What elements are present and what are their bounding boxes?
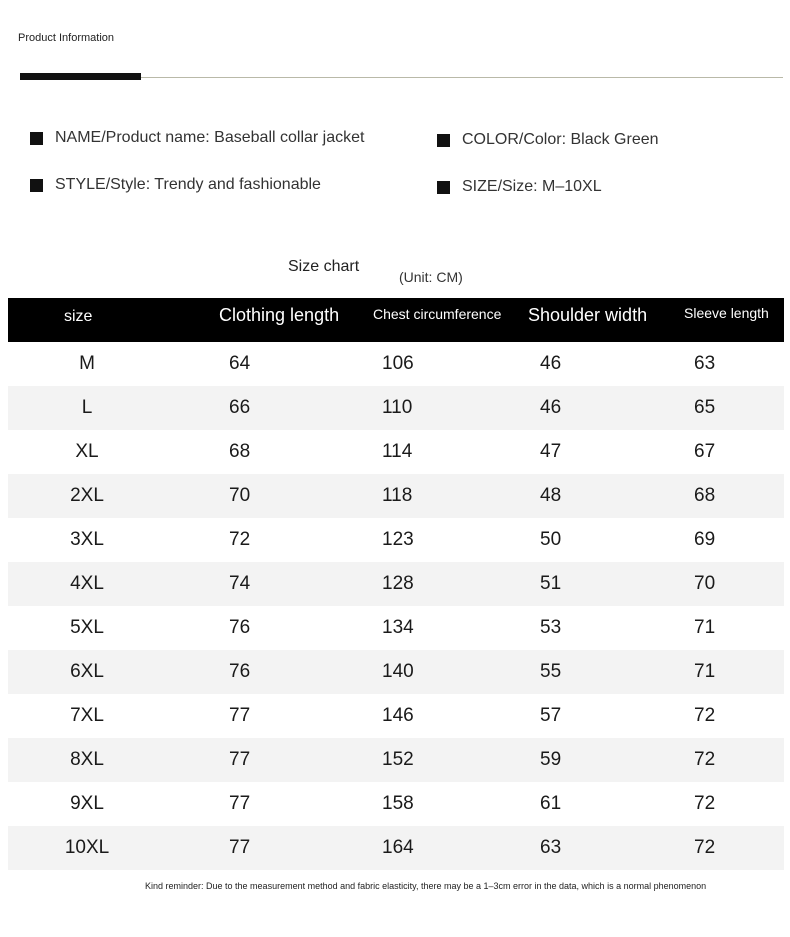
info-color-text: COLOR/Color: Black Green: [462, 131, 659, 148]
section-title: Product Information: [18, 32, 114, 44]
table-header: [8, 298, 784, 342]
cell-chest-circumference: 134: [382, 617, 414, 638]
header-size: size: [64, 308, 93, 325]
cell-shoulder-width: 46: [540, 353, 562, 374]
cell-chest-circumference: 128: [382, 573, 414, 594]
table-row: [8, 606, 784, 650]
cell-sleeve-length: 72: [694, 837, 716, 858]
cell-clothing-length: 66: [229, 397, 251, 418]
info-item-size: [437, 178, 602, 196]
cell-clothing-length: 77: [229, 749, 251, 770]
cell-clothing-length: 74: [229, 573, 251, 594]
info-item-style: [30, 176, 321, 194]
cell-size: 9XL: [70, 793, 104, 814]
cell-chest-circumference: 123: [382, 529, 414, 550]
cell-size: 8XL: [70, 749, 104, 770]
bullet-square-icon: [30, 179, 43, 192]
cell-shoulder-width: 46: [540, 397, 562, 418]
cell-size: XL: [75, 441, 99, 462]
cell-sleeve-length: 65: [694, 397, 716, 418]
cell-sleeve-length: 72: [694, 705, 716, 726]
cell-clothing-length: 77: [229, 793, 251, 814]
cell-size: L: [81, 397, 93, 418]
cell-chest-circumference: 158: [382, 793, 414, 814]
header-sleeve-length: Sleeve length: [684, 305, 769, 321]
cell-clothing-length: 72: [229, 529, 251, 550]
cell-clothing-length: 70: [229, 485, 251, 506]
cell-clothing-length: 76: [229, 661, 251, 682]
table-row: [8, 694, 784, 738]
cell-sleeve-length: 72: [694, 793, 716, 814]
table-row: [8, 826, 784, 870]
cell-clothing-length: 68: [229, 441, 251, 462]
cell-sleeve-length: 68: [694, 485, 716, 506]
table-row: [8, 342, 784, 386]
cell-sleeve-length: 69: [694, 529, 716, 550]
cell-shoulder-width: 63: [540, 837, 562, 858]
cell-size: 2XL: [70, 485, 104, 506]
cell-shoulder-width: 53: [540, 617, 562, 638]
cell-chest-circumference: 146: [382, 705, 414, 726]
table-row: [8, 650, 784, 694]
info-item-name: [30, 129, 364, 147]
cell-shoulder-width: 51: [540, 573, 562, 594]
cell-clothing-length: 76: [229, 617, 251, 638]
table-body: [8, 342, 784, 870]
cell-sleeve-length: 71: [694, 661, 716, 682]
kind-reminder-note: Kind reminder: Due to the measurement method and fabric elasticity, there may be a 1–3cm error in the data, which is a normal phenomenon: [145, 881, 707, 891]
cell-sleeve-length: 63: [694, 353, 716, 374]
table-row: [8, 738, 784, 782]
bullet-square-icon: [437, 134, 450, 147]
info-style-text: STYLE/Style: Trendy and fashionable: [55, 176, 321, 193]
table-row: [8, 386, 784, 430]
cell-chest-circumference: 106: [382, 353, 414, 374]
cell-sleeve-length: 67: [694, 441, 716, 462]
table-row: [8, 474, 784, 518]
cell-sleeve-length: 70: [694, 573, 716, 594]
cell-sleeve-length: 72: [694, 749, 716, 770]
cell-shoulder-width: 48: [540, 485, 562, 506]
cell-size: 3XL: [70, 529, 104, 550]
cell-shoulder-width: 61: [540, 793, 562, 814]
cell-shoulder-width: 50: [540, 529, 562, 550]
size-chart-table: [8, 298, 784, 870]
cell-size: 7XL: [70, 705, 104, 726]
header-clothing-length: Clothing length: [219, 305, 340, 325]
table-row: [8, 782, 784, 826]
cell-shoulder-width: 57: [540, 705, 562, 726]
cell-chest-circumference: 110: [382, 397, 413, 418]
cell-size: M: [79, 353, 95, 374]
table-row: [8, 562, 784, 606]
info-item-color: [437, 131, 659, 149]
cell-shoulder-width: 59: [540, 749, 562, 770]
info-name-text: NAME/Product name: Baseball collar jacket: [55, 129, 365, 146]
unit-label: (Unit: CM): [399, 269, 463, 285]
bullet-square-icon: [30, 132, 43, 145]
cell-shoulder-width: 55: [540, 661, 562, 682]
title-underline-bar: [20, 73, 141, 80]
cell-chest-circumference: 114: [382, 441, 413, 462]
cell-size: 4XL: [70, 573, 104, 594]
cell-chest-circumference: 140: [382, 661, 414, 682]
cell-size: 5XL: [70, 617, 104, 638]
cell-sleeve-length: 71: [694, 617, 716, 638]
cell-size: 10XL: [64, 837, 110, 858]
cell-clothing-length: 77: [229, 705, 251, 726]
cell-chest-circumference: 152: [382, 749, 414, 770]
cell-clothing-length: 77: [229, 837, 251, 858]
size-chart-title: Size chart: [288, 258, 360, 275]
info-size-text: SIZE/Size: M–10XL: [462, 178, 602, 195]
header-divider-line: [141, 77, 783, 78]
table-row: [8, 430, 784, 474]
header-shoulder-width: Shoulder width: [528, 305, 648, 325]
table-row: [8, 518, 784, 562]
cell-chest-circumference: 118: [382, 485, 413, 506]
bullet-square-icon: [437, 181, 450, 194]
cell-shoulder-width: 47: [540, 441, 562, 462]
cell-chest-circumference: 164: [382, 837, 414, 858]
cell-size: 6XL: [70, 661, 104, 682]
header-chest-circumference: Chest circumference: [373, 306, 502, 322]
cell-clothing-length: 64: [229, 353, 251, 374]
